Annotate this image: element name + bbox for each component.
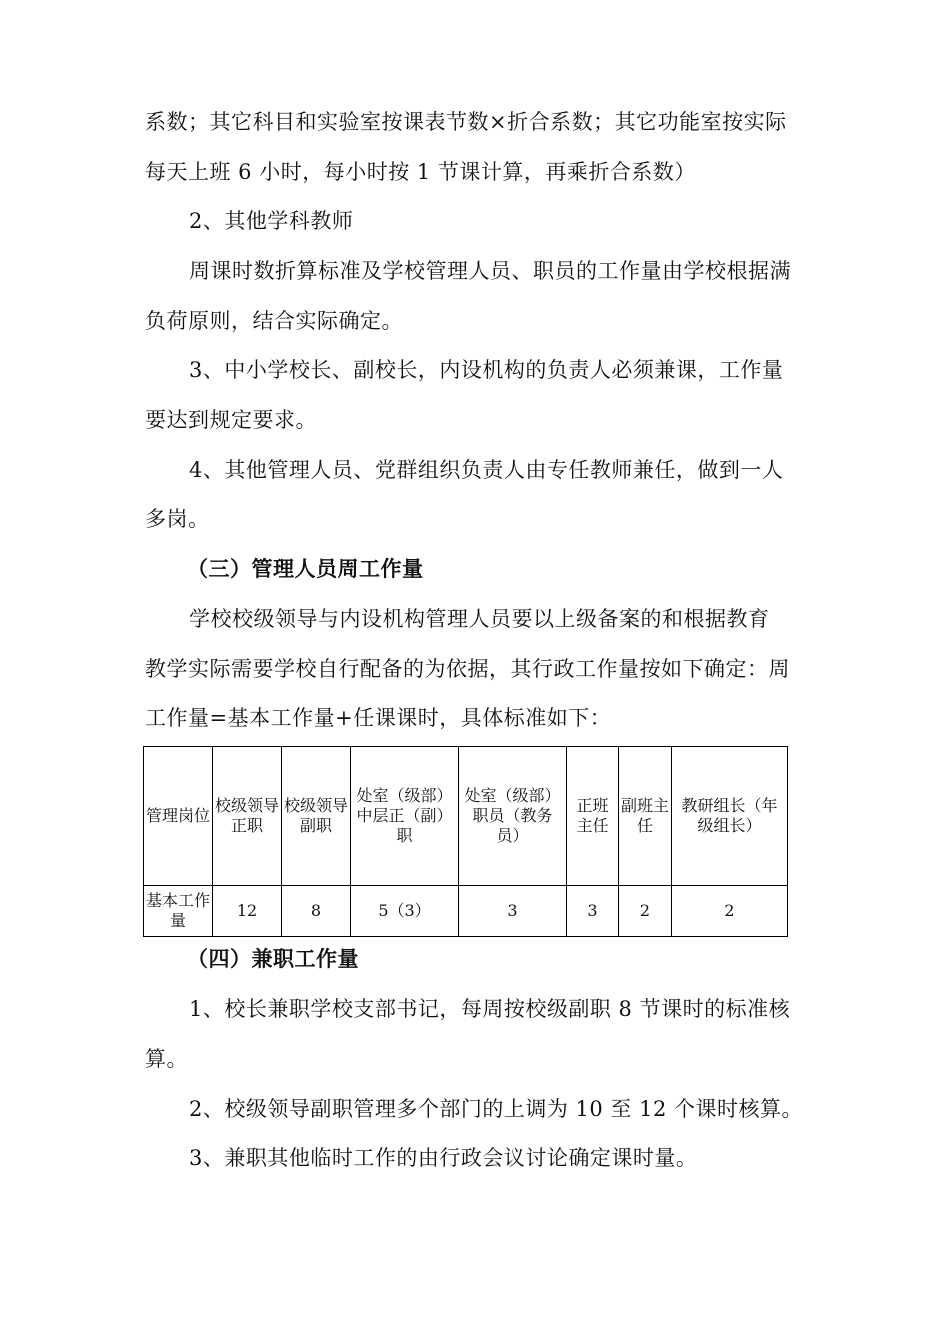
- paragraph-line: 多岗。: [145, 507, 210, 531]
- paragraph-line: 周课时数折算标准及学校管理人员、职员的工作量由学校根据满: [189, 259, 791, 283]
- table-cell: 基本工作量: [144, 886, 213, 937]
- table-cell: 8: [282, 886, 351, 937]
- paragraph-line: 教学实际需要学校自行配备的为依据，其行政工作量按如下确定：周: [145, 657, 790, 681]
- table-header-cell: 教研组长（年级组长）: [672, 747, 788, 886]
- paragraph-line: 3、兼职其他临时工作的由行政会议讨论确定课时量。: [189, 1146, 698, 1170]
- table-header-cell: 处室（级部）职员（教务员）: [459, 747, 567, 886]
- paragraph-line: 学校校级领导与内设机构管理人员要以上级备案的和根据教育: [189, 607, 770, 631]
- paragraph-line: 系数；其它科目和实验室按课表节数×折合系数；其它功能室按实际: [145, 110, 787, 134]
- paragraph-line: 负荷原则，结合实际确定。: [145, 309, 403, 333]
- table-header-cell: 处室（级部）中层正（副）职: [351, 747, 459, 886]
- table-header-cell: 副班主任: [619, 747, 672, 886]
- table-header-cell: 管理岗位: [144, 747, 213, 886]
- table-cell: 12: [213, 886, 282, 937]
- paragraph-line: 3、中小学校长、副校长，内设机构的负责人必须兼课，工作量: [189, 358, 784, 382]
- table-header-cell: 正班主任: [567, 747, 619, 886]
- paragraph-line: 算。: [145, 1047, 188, 1071]
- table-cell: 3: [567, 886, 619, 937]
- paragraph-line: 2、其他学科教师: [189, 209, 354, 233]
- paragraph-line: 2、校级领导副职管理多个部门的上调为 10 至 12 个课时核算。: [189, 1097, 804, 1121]
- table-cell: 3: [459, 886, 567, 937]
- table-row: [144, 886, 788, 937]
- table-cell: 5（3）: [351, 886, 459, 937]
- table-header-cell: 校级领导副职: [282, 747, 351, 886]
- section-heading: （三）管理人员周工作量: [187, 556, 424, 581]
- paragraph-line: 工作量=基本工作量+任课课时，具体标准如下：: [145, 706, 612, 730]
- paragraph-line: 1、校长兼职学校支部书记，每周按校级副职 8 节课时的标准核: [189, 997, 791, 1021]
- table-cell: 2: [672, 886, 788, 937]
- table-header-row: [144, 747, 788, 886]
- paragraph-line: 要达到规定要求。: [145, 408, 317, 432]
- table-header-cell: 校级领导正职: [213, 747, 282, 886]
- section-heading: （四）兼职工作量: [187, 946, 359, 971]
- paragraph-line: 每天上班 6 小时，每小时按 1 节课计算，再乘折合系数）: [145, 160, 696, 184]
- paragraph-line: 4、其他管理人员、党群组织负责人由专任教师兼任，做到一人: [189, 458, 784, 482]
- workload-table: [143, 746, 788, 937]
- table-cell: 2: [619, 886, 672, 937]
